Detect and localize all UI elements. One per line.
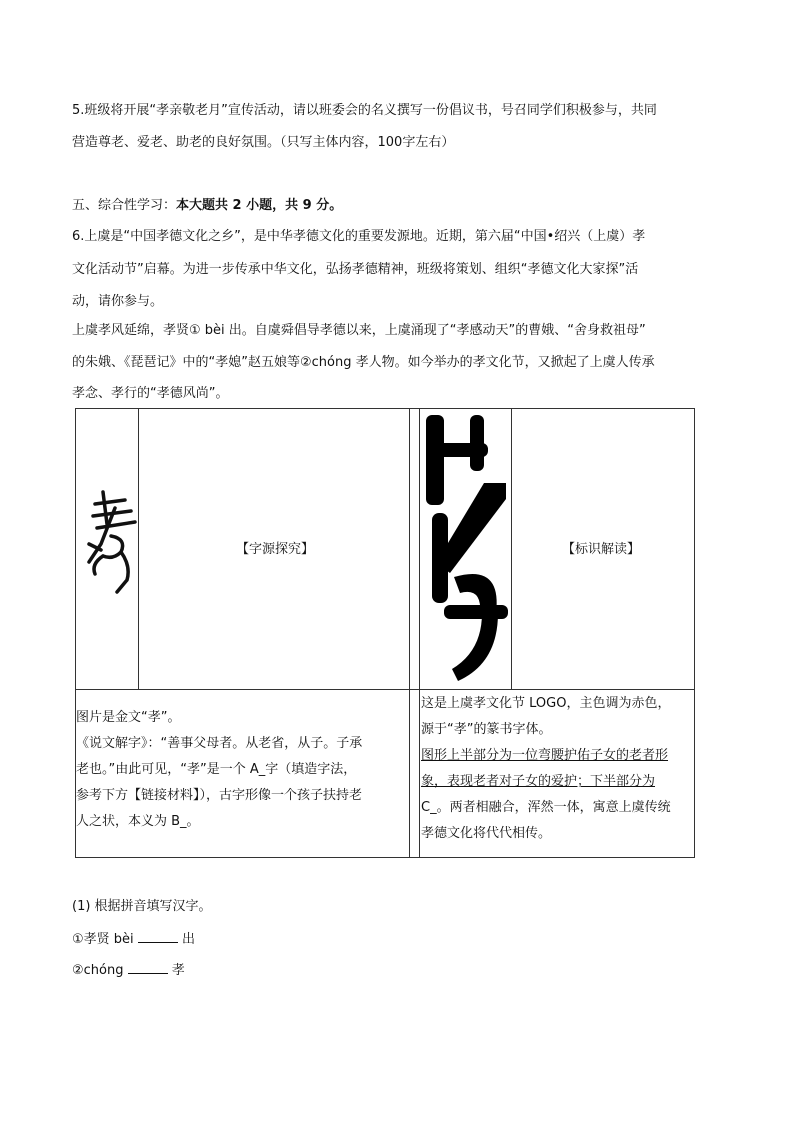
left-text-row-2: 《说文解字》：“善事父母者。从老省，从子。子承 <box>76 736 363 751</box>
table-row-divider <box>76 689 694 690</box>
q6-line-5: 的朱娥、《琵琶记》中的“孝媳”赵五娘等②chóng 孝人物。如今举办的孝文化节，又掀起了上虞人传承 <box>72 355 655 370</box>
q5-line-1: 5.班级将开展“孝亲敬老月”宣传活动，请以班委会的名义撰写一份倡议书，号召同学们积极参与，共同 <box>72 103 657 118</box>
q6-line-3: 动，请你参与。 <box>72 294 164 309</box>
sub-question-1-item-2 <box>72 959 185 981</box>
right-caption: 【标识解读】 <box>562 542 641 557</box>
item-2-suffix: 孝 <box>171 963 185 978</box>
xiao-seal-logo-icon <box>424 413 510 685</box>
table-inner-line-right-image <box>511 409 512 689</box>
right-text-row-6: 孝德文化将代代相传。 <box>421 826 552 841</box>
right-text-row-3: 图形上半部分为一位弯腰护佑子女的老者形 <box>421 748 669 763</box>
item-2-prefix: ②chóng <box>72 963 124 978</box>
culture-table <box>75 408 695 858</box>
section-5-title: 本大题共 2 小题，共 9 分。 <box>176 198 343 213</box>
item-1-suffix: 出 <box>181 932 195 947</box>
xiao-logo-image <box>424 413 510 685</box>
sub-question-1-title: (1) 根据拼音填写汉字。 <box>72 899 212 914</box>
right-text-row-4: 象，表现老者对子女的爱护；下半部分为 <box>421 774 656 789</box>
sub-question-1-item-1 <box>72 928 195 950</box>
q6-line-2: 文化活动节”启幕。为进一步传承中华文化，弘扬孝德精神，班级将策划、组织“孝德文化大家探”活 <box>72 262 639 277</box>
left-text-row-4: 参考下方【链接材料】），古字形像一个孩子扶持老 <box>76 788 363 803</box>
bronze-xiao-image <box>81 484 141 604</box>
q6-line-6: 孝念、孝行的“孝德风尚”。 <box>72 386 229 401</box>
right-text-row-1: 这是上虞孝文化节 LOGO，主色调为赤色， <box>421 696 671 711</box>
table-divider-2 <box>419 409 420 857</box>
table-divider-1 <box>409 409 410 857</box>
q6-line-1: 6.上虞是“中国孝德文化之乡”，是中华孝德文化的重要发源地。近期，第六届“中国•绍兴（上虞）孝 <box>72 229 646 244</box>
left-text-row-1: 图片是金文“孝”。 <box>76 710 181 725</box>
answer-blank-2[interactable] <box>128 959 168 974</box>
q5-line-2: 营造尊老、爱老、助老的良好氛围。（只写主体内容，100字左右） <box>72 135 455 150</box>
left-text-row-3: 老也。”由此可见，“孝”是一个 A_字（填造字法， <box>76 762 357 777</box>
answer-blank-1[interactable] <box>138 928 178 943</box>
section-5-prefix: 五、综合性学习： <box>72 198 177 213</box>
item-1-prefix: ①孝贤 bèi <box>72 932 134 947</box>
left-caption: 【字源探究】 <box>236 542 315 557</box>
bronze-script-xiao-icon <box>81 484 141 604</box>
section-5-heading <box>72 196 342 216</box>
q6-line-4: 上虞孝风延绵，孝贤① bèi 出。自虞舜倡导孝德以来，上虞涌现了“孝感动天”的曹娥、“舍身救祖母” <box>72 323 646 338</box>
left-text-row-5: 人之状，本义为 B_。 <box>76 814 200 829</box>
right-text-row-5: C_。两者相融合，浑然一体，寓意上虞传统 <box>421 800 671 815</box>
right-text-row-2: 源于“孝”的篆书字体。 <box>421 722 552 737</box>
